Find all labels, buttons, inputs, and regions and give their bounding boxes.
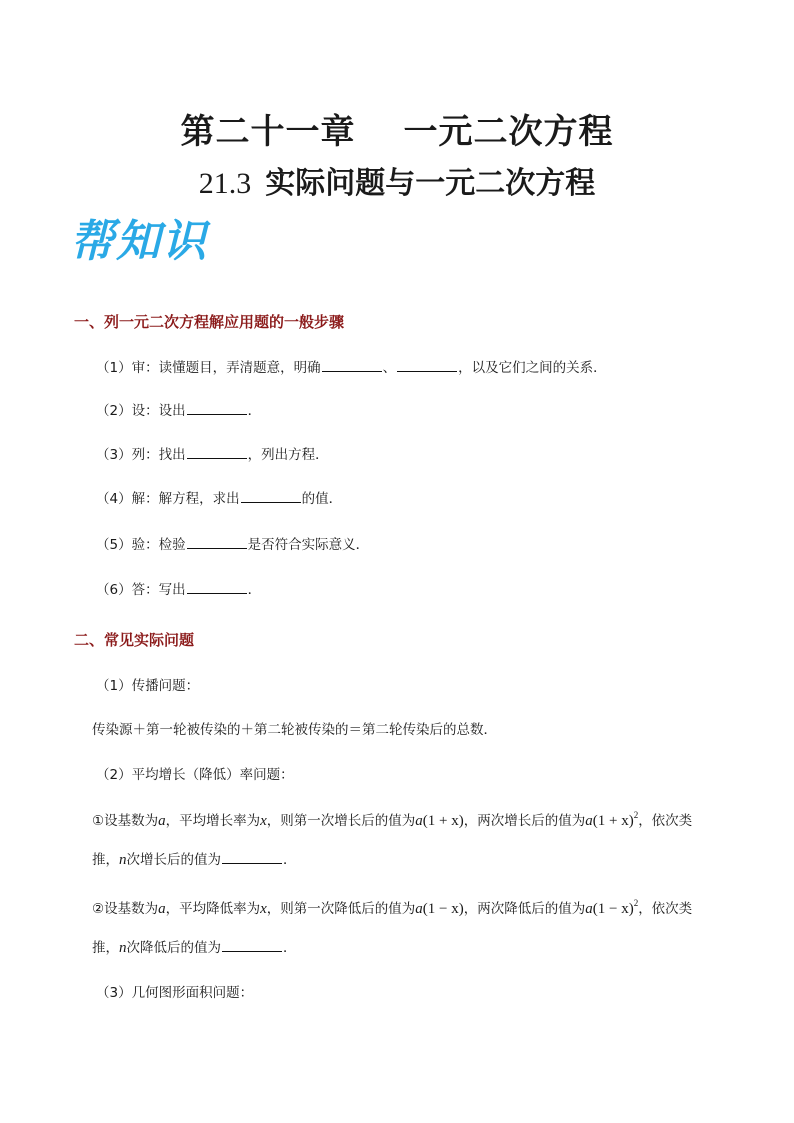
decline-formula-line1 (92, 897, 692, 918)
logo-text: 帮知识 (70, 216, 208, 267)
math-var: a (415, 901, 423, 917)
section-number: 21.3 (198, 167, 252, 200)
step-answer (96, 578, 261, 598)
answer-blank (187, 580, 247, 594)
answer-blank (187, 535, 247, 549)
text: 推， (92, 940, 119, 956)
step-text: 的值． (301, 491, 343, 507)
step-set (96, 399, 261, 419)
text: 推， (92, 852, 119, 868)
step-text: （4）解：解方程，求出 (96, 491, 240, 507)
decline-formula-line2 (92, 936, 297, 957)
answer-blank (397, 358, 457, 372)
math-var: a (585, 813, 593, 829)
text: 次降低后的值为 (126, 940, 221, 956)
help-knowledge-logo (70, 214, 208, 270)
growth-formula-line2 (92, 848, 297, 869)
growth-formula-line1 (92, 809, 692, 830)
spread-problem-formula: 传染源＋第一轮被传染的＋第二轮被传染的＝第二轮传染后的总数． (92, 722, 497, 738)
text: ，依次类 (638, 901, 693, 917)
math-expr: (1 − x) (592, 901, 634, 917)
step-solve (96, 487, 342, 507)
answer-blank (241, 489, 301, 503)
step-text: （6）答：写出 (96, 582, 186, 598)
step-text: （1）审：读懂题目，弄清题意，明确 (96, 360, 321, 376)
text: 次增长后的值为 (126, 852, 221, 868)
text: ①设基数为 (92, 813, 159, 829)
area-problem-label: （3）几何图形面积问题： (96, 985, 254, 1001)
text: ，则第一次增长后的值为 (266, 813, 416, 829)
step-review (96, 356, 607, 376)
step-text: ． (247, 403, 262, 419)
math-var: a (585, 901, 593, 917)
answer-blank (187, 401, 247, 415)
section-title (0, 158, 794, 202)
answer-blank (322, 358, 382, 372)
step-text: （3）列：找出 (96, 447, 186, 463)
text: ． (283, 940, 297, 956)
step-text: 是否符合实际意义． (247, 537, 370, 553)
answer-blank (187, 445, 247, 459)
step-check (96, 533, 369, 553)
text: ，两次降低后的值为 (463, 901, 586, 917)
step-list (96, 443, 329, 463)
step-text: ，以及它们之间的关系． (458, 360, 607, 376)
text: ，两次增长后的值为 (463, 813, 586, 829)
text: ，平均降低率为 (165, 901, 261, 917)
chapter-number: 第二十一章 (180, 112, 356, 152)
section-title-text: 实际问题与一元二次方程 (265, 166, 596, 201)
chapter-topic: 一元二次方程 (403, 112, 614, 152)
step-text: （2）设：设出 (96, 403, 186, 419)
math-var: a (158, 813, 166, 829)
step-text: 、 (382, 360, 397, 376)
math-var: n (119, 940, 127, 956)
math-var: n (119, 852, 127, 868)
answer-blank (222, 938, 282, 952)
math-exponent: 2 (633, 898, 639, 908)
math-expr: (1 − x) (422, 901, 464, 917)
chapter-title (0, 104, 794, 153)
section-heading-steps: 一、列一元二次方程解应用题的一般步骤 (74, 313, 345, 331)
math-expr: (1 + x) (422, 813, 464, 829)
math-var: x (260, 813, 267, 829)
math-exponent: 2 (633, 810, 639, 820)
text: ，依次类 (638, 813, 693, 829)
math-expr: (1 + x) (592, 813, 634, 829)
step-text: ． (247, 582, 262, 598)
text: ，则第一次降低后的值为 (266, 901, 416, 917)
math-var: a (415, 813, 423, 829)
math-var: a (158, 901, 166, 917)
growth-problem-label: （2）平均增长（降低）率问题： (96, 767, 294, 783)
section-heading-problems: 二、常见实际问题 (74, 631, 195, 649)
spread-problem-label: （1）传播问题： (96, 678, 200, 694)
text: ． (283, 852, 297, 868)
math-var: x (260, 901, 267, 917)
answer-blank (222, 850, 282, 864)
step-text: （5）验：检验 (96, 537, 186, 553)
text: ②设基数为 (92, 901, 159, 917)
text: ，平均增长率为 (165, 813, 261, 829)
step-text: ，列出方程． (247, 447, 329, 463)
